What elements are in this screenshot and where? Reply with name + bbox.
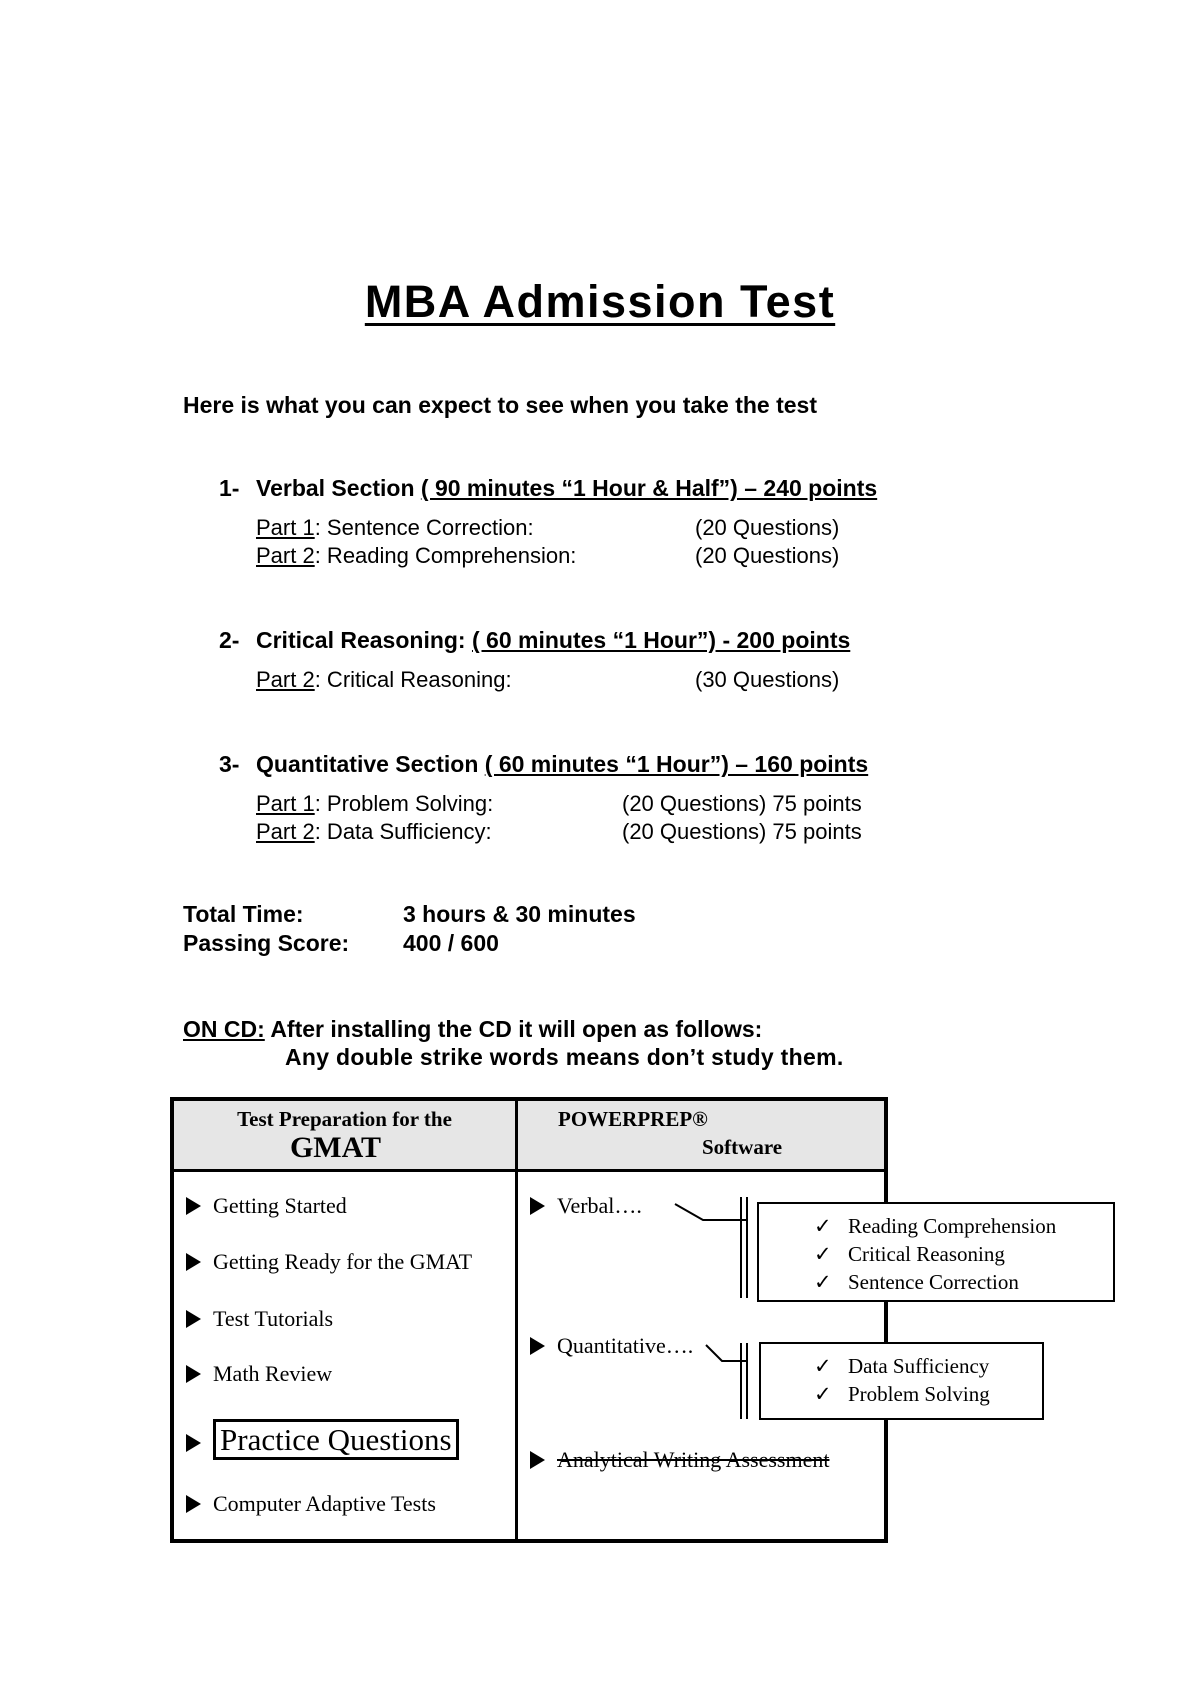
menu-item-quantitative[interactable]: Quantitative…. [530,1333,693,1359]
part-row: Part 1: Sentence Correction: [256,515,534,540]
menu-item-computer-adaptive-tests[interactable]: Computer Adaptive Tests [186,1491,436,1517]
part-row: Part 2: Critical Reasoning: [256,667,512,692]
checkmark-icon: ✓ [814,1214,832,1238]
cd-note: Any double strike words means don’t study them. [285,1044,844,1070]
total-time-value: 3 hours & 30 minutes [403,901,636,927]
part-count: (20 Questions) [695,515,840,540]
checkmark-icon: ✓ [814,1354,832,1378]
page-title: MBA Admission Test [364,276,836,327]
section-heading: Quantitative Section ( 60 minutes “1 Hour”) – 160 points [256,751,869,777]
section-heading: Verbal Section ( 90 minutes “1 Hour & Half”) – 240 points [256,475,878,501]
section-heading: Critical Reasoning: ( 60 minutes “1 Hour”) - 200 points [256,627,851,653]
menu-item-getting-started[interactable]: Getting Started [186,1193,347,1219]
cd-heading: ON CD: After installing the CD it will open as follows: [183,1016,763,1042]
part-count: (20 Questions) [695,543,840,568]
section-number: 1- [219,475,240,501]
left-header-line1: Test Preparation for the [237,1107,452,1131]
checklist-item: ✓ Data Sufficiency [814,1354,990,1378]
checklist-item: ✓ Critical Reasoning [814,1242,1005,1266]
right-header-line2: Software [702,1135,783,1159]
passing-score-label: Passing Score: [183,930,350,956]
left-header-line2: GMAT [289,1131,382,1164]
part-row: Part 1: Problem Solving: [256,791,494,816]
verbal-topics-box [757,1202,1115,1302]
part-row: Part 2: Reading Comprehension: [256,543,577,568]
part-row: Part 2: Data Sufficiency: [256,819,492,844]
menu-item-analytical-writing[interactable]: Analytical Writing Assessment [530,1447,829,1473]
right-header-line1: POWERPREP® [558,1107,708,1131]
quant-topics-box [759,1342,1044,1420]
menu-item-getting-ready[interactable]: Getting Ready for the GMAT [186,1249,472,1275]
section-number: 3- [219,751,240,777]
checklist-item: ✓ Reading Comprehension [814,1214,1057,1238]
part-count: (20 Questions) 75 points [622,791,862,816]
checkmark-icon: ✓ [814,1382,832,1406]
checklist-item: ✓ Problem Solving [814,1382,990,1406]
part-count: (30 Questions) [695,667,840,692]
menu-item-verbal[interactable]: Verbal…. [530,1193,642,1219]
menu-item-math-review[interactable]: Math Review [186,1361,332,1387]
checkmark-icon: ✓ [814,1242,832,1266]
menu-item-practice-questions[interactable]: Practice Questions [186,1422,459,1458]
section-number: 2- [219,627,240,653]
total-time-label: Total Time: [183,901,304,927]
checkmark-icon: ✓ [814,1270,832,1294]
part-count: (20 Questions) 75 points [622,819,862,844]
menu-item-test-tutorials[interactable]: Test Tutorials [186,1306,333,1332]
checklist-item: ✓ Sentence Correction [814,1270,1019,1294]
intro-text: Here is what you can expect to see when you take the test [183,392,817,418]
passing-score-value: 400 / 600 [403,930,499,956]
